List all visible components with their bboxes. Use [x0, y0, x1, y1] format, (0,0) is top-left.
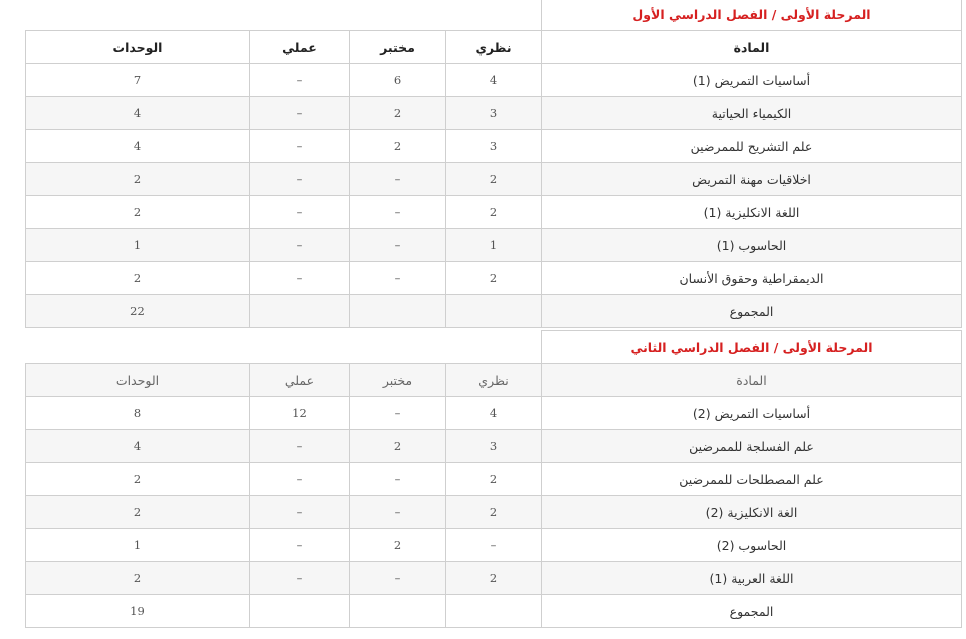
total-row: [26, 595, 962, 628]
header-units: الوحدات: [26, 364, 250, 397]
theory-cell: 3: [446, 130, 542, 163]
lab-cell: –: [350, 496, 446, 529]
units-cell: 4: [26, 97, 250, 130]
theory-cell: –: [446, 529, 542, 562]
total-label: المجموع: [542, 295, 962, 328]
table-row: [26, 397, 962, 430]
theory-cell: 2: [446, 463, 542, 496]
theory-cell: 4: [446, 64, 542, 97]
table-row: [26, 562, 962, 595]
theory-cell: 2: [446, 163, 542, 196]
header-theory: نظري: [446, 364, 542, 397]
subject-cell: الحاسوب (2): [542, 529, 962, 562]
table-row: [26, 262, 962, 295]
subject-cell: علم الفسلجة للممرضين: [542, 430, 962, 463]
header-lab: مختبر: [350, 364, 446, 397]
empty-cell: [250, 595, 350, 628]
subject-cell: الغة الانكليزية (2): [542, 496, 962, 529]
semester-1-table: [25, 0, 962, 328]
table-row: [26, 529, 962, 562]
units-cell: 2: [26, 163, 250, 196]
header-subject: المادة: [542, 31, 962, 64]
total-label: المجموع: [542, 595, 962, 628]
semester-1-title-row: [26, 0, 962, 31]
practical-cell: –: [250, 262, 350, 295]
header-units: الوحدات: [26, 31, 250, 64]
semester-2-title-row: [26, 331, 962, 364]
table-row: [26, 64, 962, 97]
practical-cell: –: [250, 229, 350, 262]
total-units: 19: [26, 595, 250, 628]
lab-cell: –: [350, 463, 446, 496]
table-row: [26, 430, 962, 463]
header-lab: مختبر: [350, 31, 446, 64]
subject-cell: أساسيات التمريض (1): [542, 64, 962, 97]
units-cell: 7: [26, 64, 250, 97]
practical-cell: –: [250, 64, 350, 97]
subject-cell: الكيمياء الحياتية: [542, 97, 962, 130]
lab-cell: –: [350, 163, 446, 196]
units-cell: 2: [26, 463, 250, 496]
practical-cell: –: [250, 163, 350, 196]
header-subject: المادة: [542, 364, 962, 397]
empty-cell: [26, 0, 542, 31]
lab-cell: 2: [350, 97, 446, 130]
empty-cell: [350, 595, 446, 628]
theory-cell: 2: [446, 196, 542, 229]
semester-2-header-row: [26, 364, 962, 397]
practical-cell: –: [250, 196, 350, 229]
practical-cell: –: [250, 430, 350, 463]
subject-cell: اللغة العربية (1): [542, 562, 962, 595]
subject-cell: الحاسوب (1): [542, 229, 962, 262]
units-cell: 2: [26, 262, 250, 295]
subject-cell: علم المصطلحات للممرضين: [542, 463, 962, 496]
semester-1-title: المرحلة الأولى / الفصل الدراسي الأول: [542, 0, 962, 31]
theory-cell: 2: [446, 262, 542, 295]
total-units: 22: [26, 295, 250, 328]
units-cell: 1: [26, 529, 250, 562]
practical-cell: –: [250, 463, 350, 496]
empty-cell: [350, 295, 446, 328]
practical-cell: –: [250, 529, 350, 562]
header-practical: عملي: [250, 364, 350, 397]
semester-2-title: المرحلة الأولى / الفصل الدراسي الثاني: [542, 331, 962, 364]
table-row: [26, 97, 962, 130]
empty-cell: [446, 295, 542, 328]
semester-2-table: [25, 330, 962, 628]
theory-cell: 3: [446, 97, 542, 130]
table-row: [26, 163, 962, 196]
subject-cell: أساسيات التمريض (2): [542, 397, 962, 430]
practical-cell: –: [250, 562, 350, 595]
lab-cell: –: [350, 196, 446, 229]
empty-cell: [250, 295, 350, 328]
lab-cell: 2: [350, 529, 446, 562]
units-cell: 8: [26, 397, 250, 430]
lab-cell: 2: [350, 430, 446, 463]
table-row: [26, 496, 962, 529]
units-cell: 2: [26, 196, 250, 229]
practical-cell: –: [250, 496, 350, 529]
subject-cell: اخلاقيات مهنة التمريض: [542, 163, 962, 196]
practical-cell: –: [250, 97, 350, 130]
lab-cell: 2: [350, 130, 446, 163]
table-row: [26, 463, 962, 496]
header-practical: عملي: [250, 31, 350, 64]
units-cell: 4: [26, 130, 250, 163]
units-cell: 2: [26, 496, 250, 529]
practical-cell: 12: [250, 397, 350, 430]
header-theory: نظري: [446, 31, 542, 64]
theory-cell: 4: [446, 397, 542, 430]
subject-cell: علم التشريح للممرضين: [542, 130, 962, 163]
total-row: [26, 295, 962, 328]
lab-cell: –: [350, 262, 446, 295]
practical-cell: –: [250, 130, 350, 163]
lab-cell: –: [350, 562, 446, 595]
theory-cell: 2: [446, 562, 542, 595]
semester-1-header-row: [26, 31, 962, 64]
lab-cell: –: [350, 397, 446, 430]
lab-cell: –: [350, 229, 446, 262]
empty-cell: [26, 331, 542, 364]
units-cell: 1: [26, 229, 250, 262]
table-row: [26, 196, 962, 229]
subject-cell: الديمقراطية وحقوق الأنسان: [542, 262, 962, 295]
subject-cell: اللغة الانكليزية (1): [542, 196, 962, 229]
units-cell: 4: [26, 430, 250, 463]
table-row: [26, 229, 962, 262]
lab-cell: 6: [350, 64, 446, 97]
theory-cell: 1: [446, 229, 542, 262]
theory-cell: 3: [446, 430, 542, 463]
table-row: [26, 130, 962, 163]
units-cell: 2: [26, 562, 250, 595]
theory-cell: 2: [446, 496, 542, 529]
empty-cell: [446, 595, 542, 628]
